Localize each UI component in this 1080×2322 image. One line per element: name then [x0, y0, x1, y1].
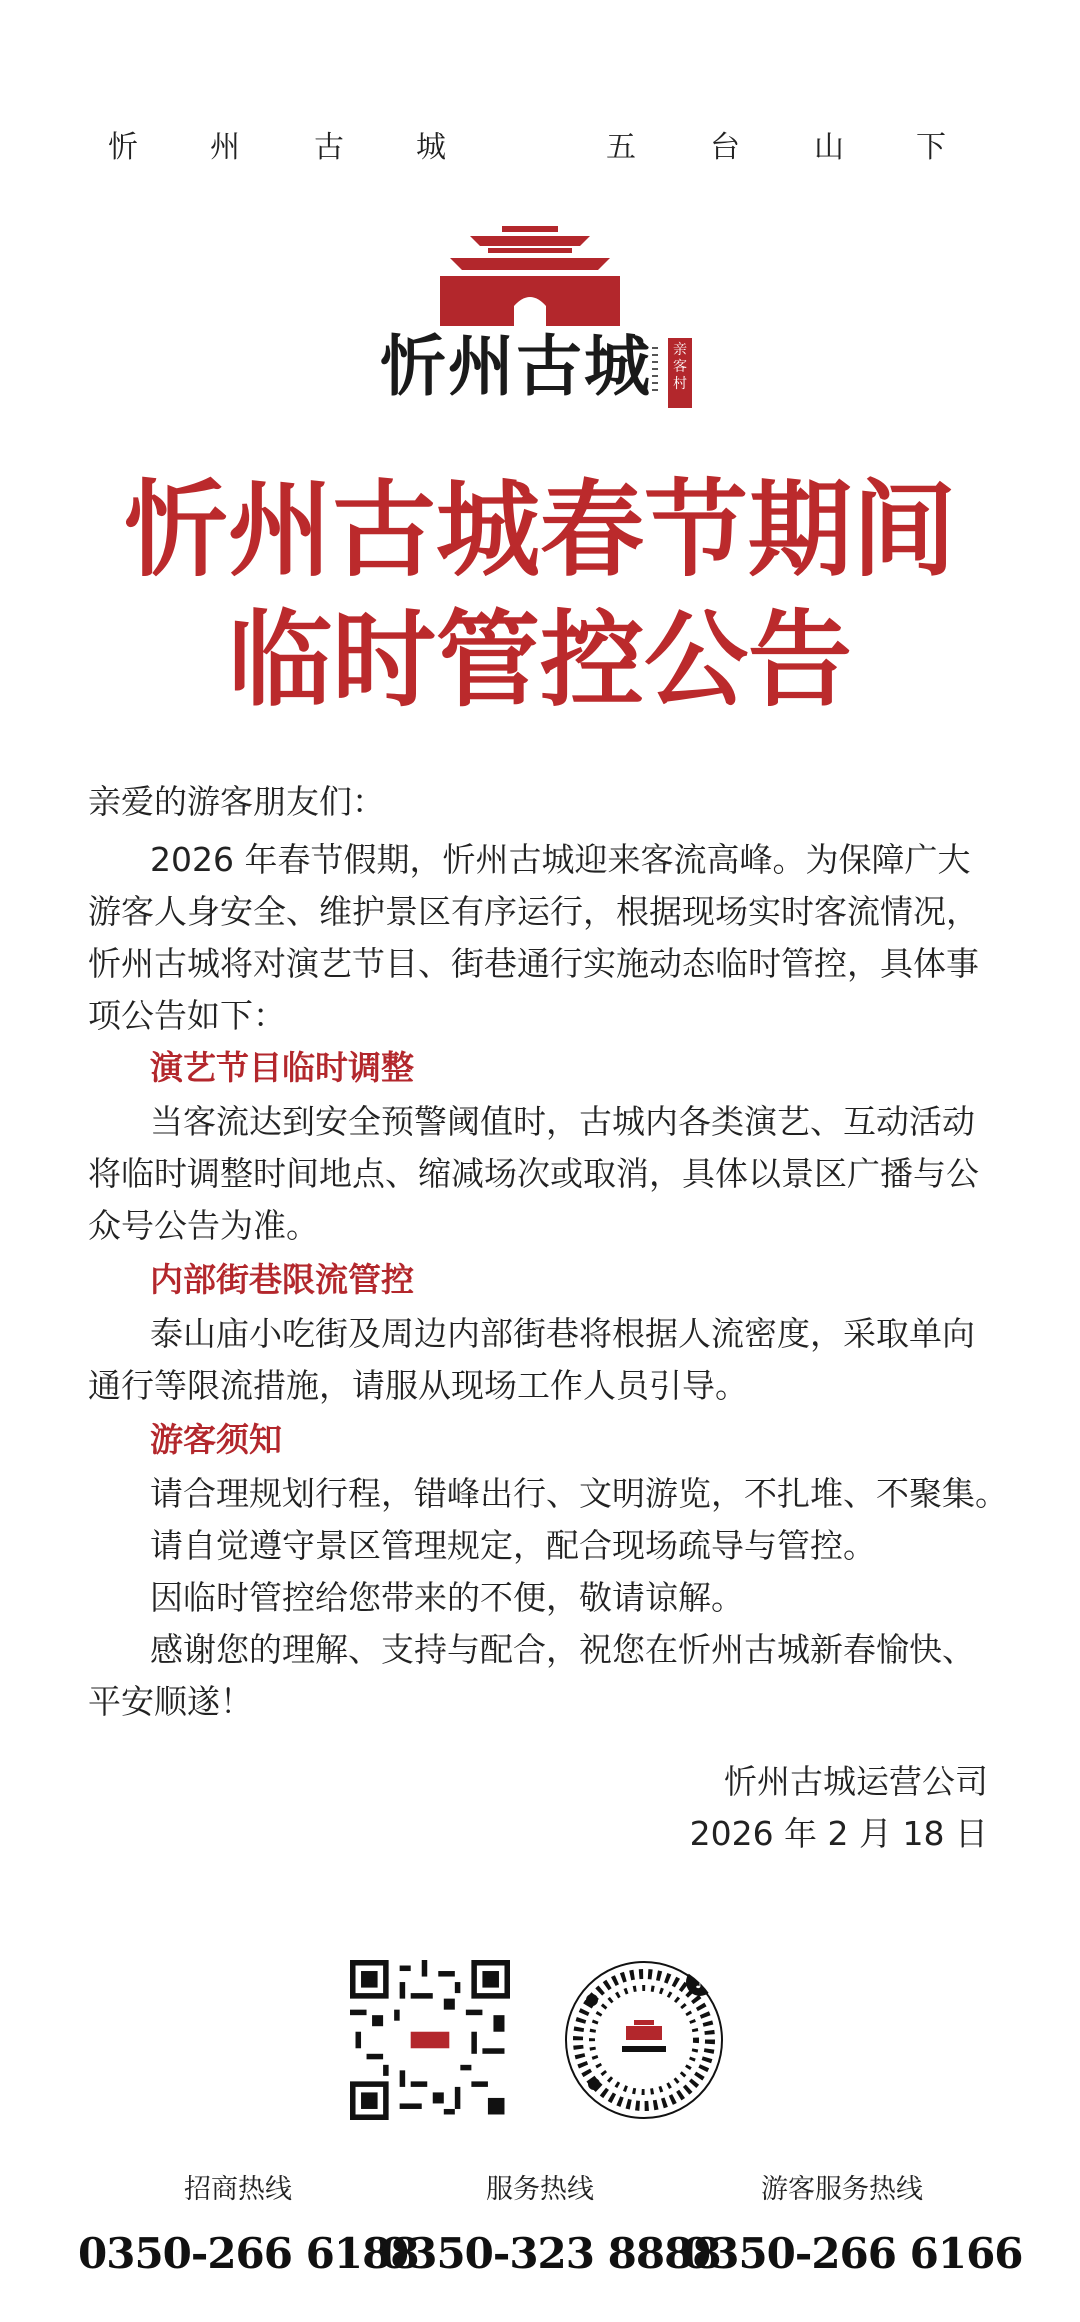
page-title-line-1: 忻州古城春节期间 [123, 469, 956, 591]
tagline-char: 山 [814, 130, 844, 165]
header-tagline [0, 128, 1080, 168]
section-heading-visitor-notice: 游客须知 [150, 1420, 282, 1459]
section-line: 通行等限流措施，请服从现场工作人员引导。 [88, 1366, 748, 1405]
section-heading-performance: 演艺节目临时调整 [150, 1048, 414, 1087]
hotline-label: 游客服务热线 [761, 2174, 923, 2205]
hotline-number[interactable]: 0350-323 8888 [380, 2229, 721, 2278]
section-line: 请自觉遵守景区管理规定，配合现场疏导与管控。 [150, 1526, 876, 1565]
douyin-mini-program-code-icon[interactable] [564, 1960, 724, 2120]
hotline-number[interactable]: 0350-266 6188 [78, 2229, 419, 2278]
closing-line: 平安顺遂！ [88, 1682, 253, 1721]
intro-line: 游客人身安全、维护景区有序运行，根据现场实时客流情况， [88, 892, 979, 931]
hotline-investment [78, 2170, 419, 2284]
hotline-label: 服务热线 [486, 2174, 594, 2205]
logo-text: 忻州古城 [380, 327, 652, 405]
logo-subtext-decoration [650, 342, 660, 402]
greeting: 亲爱的游客朋友们： [88, 782, 385, 821]
tagline-char: 下 [916, 130, 946, 165]
section-line: 泰山庙小吃街及周边内部街巷将根据人流密度，采取单向 [150, 1314, 975, 1353]
section-line: 当客流达到安全预警阈值时，古城内各类演艺、互动活动 [150, 1102, 975, 1141]
hotline-visitor-service [682, 2170, 1023, 2284]
section-line: 众号公告为准。 [88, 1206, 319, 1245]
tagline-char: 古 [314, 130, 344, 165]
closing-line: 感谢您的理解、支持与配合，祝您在忻州古城新春愉快、 [150, 1630, 975, 1669]
page-title-line-2: 临时管控公告 [227, 599, 852, 721]
ancient-city-logo [0, 218, 1080, 408]
intro-line: 忻州古城将对演艺节目、街巷通行实施动态临时管控，具体事 [88, 944, 979, 983]
tagline-char: 城 [416, 130, 446, 165]
section-heading-street-control: 内部街巷限流管控 [150, 1260, 414, 1299]
hotline-label: 招商热线 [184, 2174, 292, 2205]
section-line: 请合理规划行程，错峰出行、文明游览，不扎堆、不聚集。 [150, 1474, 1008, 1513]
hotline-service [380, 2170, 721, 2284]
wechat-qr-code-icon[interactable] [350, 1960, 510, 2120]
tagline-char: 台 [710, 130, 740, 165]
svg-text:♪: ♪ [694, 1973, 706, 1992]
logo-seal-stamp: 亲客村 [668, 338, 692, 408]
tagline-char: 州 [210, 130, 240, 165]
tagline-char: 五 [606, 130, 636, 165]
city-gate-icon [410, 226, 650, 326]
section-line: 因临时管控给您带来的不便，敬请谅解。 [150, 1578, 744, 1617]
tagline-char: 忻 [108, 130, 138, 165]
hotline-number[interactable]: 0350-266 6166 [682, 2229, 1023, 2278]
intro-line: 项公告如下： [88, 996, 286, 1035]
section-line: 将临时调整时间地点、缩减场次或取消，具体以景区广播与公 [88, 1154, 979, 1193]
issue-date: 2026 年 2 月 18 日 [689, 1814, 988, 1853]
signature: 忻州古城运营公司 [724, 1762, 988, 1801]
intro-line: 2026 年春节假期，忻州古城迎来客流高峰。为保障广大 [150, 840, 971, 879]
